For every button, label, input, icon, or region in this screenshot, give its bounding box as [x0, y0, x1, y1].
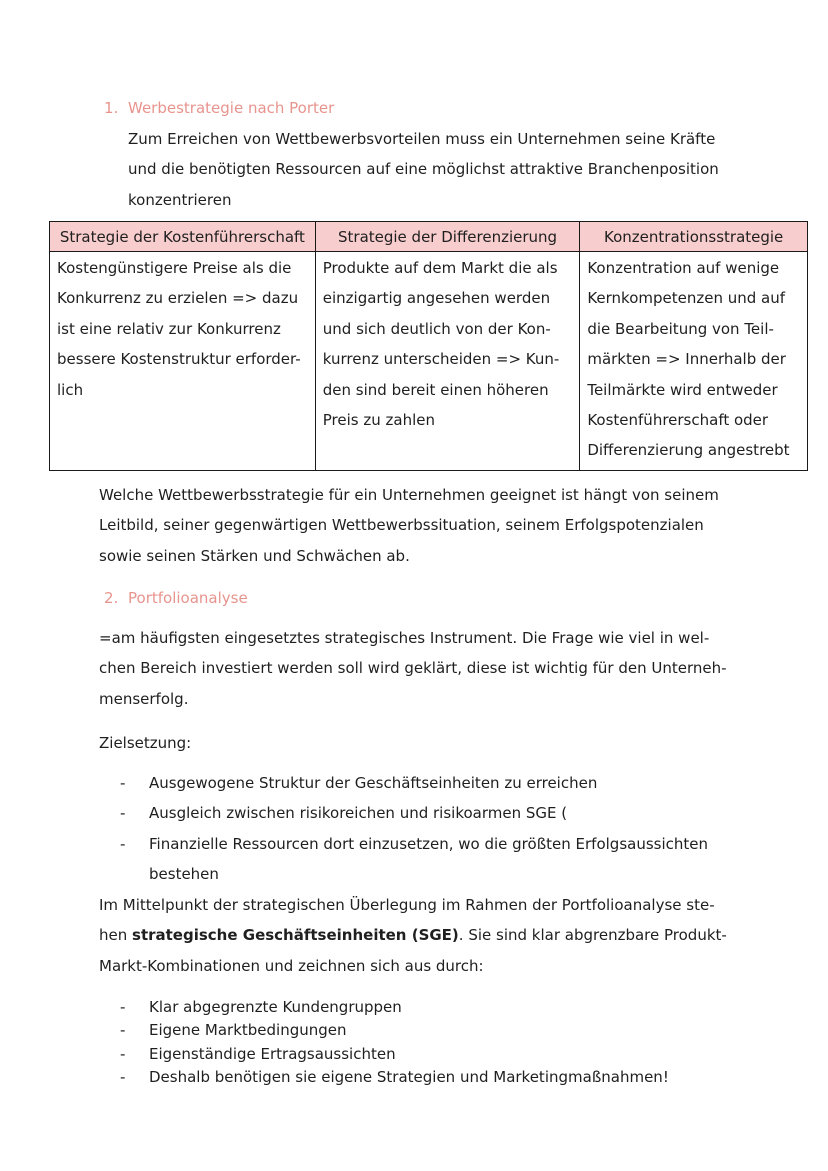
- strategy-summary: [99, 480, 719, 571]
- goal-label-text: Zielsetzung:: [99, 734, 192, 752]
- sge-prefix: hen: [99, 926, 133, 945]
- feature-text: Klar abgegrenzte Kundengruppen: [149, 998, 402, 1016]
- sge-line: [99, 920, 727, 950]
- cell-line: bessere Kostenstruktur erforder-: [57, 350, 301, 369]
- cell-line: Produkte auf dem Markt die als: [322, 259, 558, 277]
- dash-bullet: -: [120, 804, 126, 823]
- dash-bullet: -: [120, 998, 126, 1016]
- cell-line: und sich deutlich von der Kon-: [322, 319, 551, 338]
- summary-line: sowie seinen Stärken und Schwächen ab.: [99, 546, 410, 565]
- list-item: [120, 768, 708, 798]
- definition-line: chen Bereich investiert werden soll wird geklärt, diese ist wichtig für den Unterneh-: [99, 659, 727, 678]
- list-item: [120, 1066, 669, 1089]
- header-cost-leadership: Strategie der Kostenführerschaft: [50, 222, 316, 252]
- cell-line: märkten => Innerhalb der: [587, 350, 786, 369]
- list-item: [120, 996, 669, 1019]
- cell-line: Konkurrenz zu erzielen => dazu: [57, 289, 299, 308]
- cell-line: die Bearbeitung von Teil-: [587, 319, 774, 338]
- cell-line: Preis zu zahlen: [322, 411, 435, 430]
- intro-line: konzentrieren: [128, 190, 232, 209]
- strategy-table: [49, 221, 808, 471]
- cell-concentration: [580, 252, 808, 471]
- dash-bullet: -: [120, 1021, 126, 1040]
- cell-line: einzigartig angesehen werden: [322, 289, 551, 308]
- intro-line: Zum Erreichen von Wettbewerbsvorteilen muss ein Unternehmen seine Kräfte: [128, 130, 716, 148]
- cell-line: Differenzierung angestrebt: [587, 441, 790, 460]
- definition-line: menserfolg.: [99, 689, 189, 708]
- header-concentration: Konzentrationsstrategie: [580, 222, 808, 252]
- section-1-title: Werbestrategie nach Porter: [128, 99, 335, 117]
- section-1-heading: [104, 99, 334, 117]
- goal-text: Ausgleich zwischen risikoreichen und risikoarmen SGE (: [149, 804, 568, 823]
- cell-cost-leadership: [50, 252, 316, 471]
- cell-line: Kernkompetenzen und auf: [587, 289, 786, 308]
- cell-line: lich: [57, 380, 84, 399]
- cell-line: Kostenführerschaft oder: [587, 411, 769, 430]
- cell-line: den sind bereit einen höheren: [322, 380, 549, 399]
- summary-line: Welche Wettbewerbsstrategie für ein Unternehmen geeignet ist hängt von seinem: [99, 486, 719, 504]
- sge-line: Im Mittelpunkt der strategischen Überlegung im Rahmen der Portfolioanalyse ste-: [99, 896, 715, 914]
- goal-label: [99, 728, 191, 758]
- list-item: [120, 798, 708, 828]
- list-item: [120, 1043, 669, 1066]
- section-2-number: 2.: [104, 589, 119, 607]
- portfolio-definition: [99, 623, 727, 714]
- sge-term: strategische Geschäftseinheiten (SGE): [132, 926, 459, 945]
- summary-line: Leitbild, seiner gegenwärtigen Wettbewerbssituation, seinem Erfolgspotenzialen: [99, 516, 704, 535]
- goal-text: Ausgewogene Struktur der Geschäftseinheiten zu erreichen: [149, 774, 598, 792]
- table-header-row: [50, 222, 808, 252]
- dash-bullet: -: [120, 1044, 126, 1063]
- dash-bullet: -: [120, 834, 126, 853]
- intro-line: und die benötigten Ressourcen auf eine möglichst attraktive Branchenposition: [128, 160, 719, 179]
- cell-differentiation: [315, 252, 580, 471]
- definition-line: =am häufigsten eingesetztes strategisches Instrument. Die Frage wie viel in wel-: [99, 629, 710, 647]
- feature-text: Eigenständige Ertragsaussichten: [149, 1044, 396, 1063]
- goal-text: Finanzielle Ressourcen dort einzusetzen, wo die größten Erfolgsaussichten: [149, 834, 708, 853]
- sge-suffix: . Sie sind klar abgrenzbare Produkt-: [458, 926, 727, 945]
- header-differentiation: Strategie der Differenzierung: [315, 222, 580, 252]
- dash-bullet: -: [120, 774, 126, 792]
- section-1-number: 1.: [104, 99, 119, 117]
- feature-text: Eigene Marktbedingungen: [149, 1021, 347, 1040]
- cell-line: kurrenz unterscheiden => Kun-: [322, 350, 560, 369]
- cell-line: Teilmärkte wird entweder: [587, 380, 778, 399]
- section-1-intro: [128, 124, 719, 215]
- cell-line: Kostengünstigere Preise als die: [57, 259, 292, 277]
- list-item: [120, 829, 708, 890]
- list-item: [120, 1019, 669, 1042]
- sge-features-list: [120, 996, 669, 1090]
- section-2-heading: [104, 589, 248, 607]
- goals-list: [120, 768, 708, 890]
- dash-bullet: -: [120, 1068, 126, 1087]
- goal-text: bestehen: [149, 865, 219, 884]
- cell-line: ist eine relativ zur Konkurrenz: [57, 319, 281, 338]
- feature-text: Deshalb benötigen sie eigene Strategien und Marketingmaßnahmen!: [149, 1068, 669, 1087]
- sge-paragraph: [99, 890, 727, 981]
- section-2-title: Portfolioanalyse: [128, 589, 248, 607]
- sge-line: Markt-Kombinationen und zeichnen sich aus durch:: [99, 956, 484, 975]
- cell-line: Konzentration auf wenige: [587, 259, 780, 277]
- table-row: [50, 252, 808, 471]
